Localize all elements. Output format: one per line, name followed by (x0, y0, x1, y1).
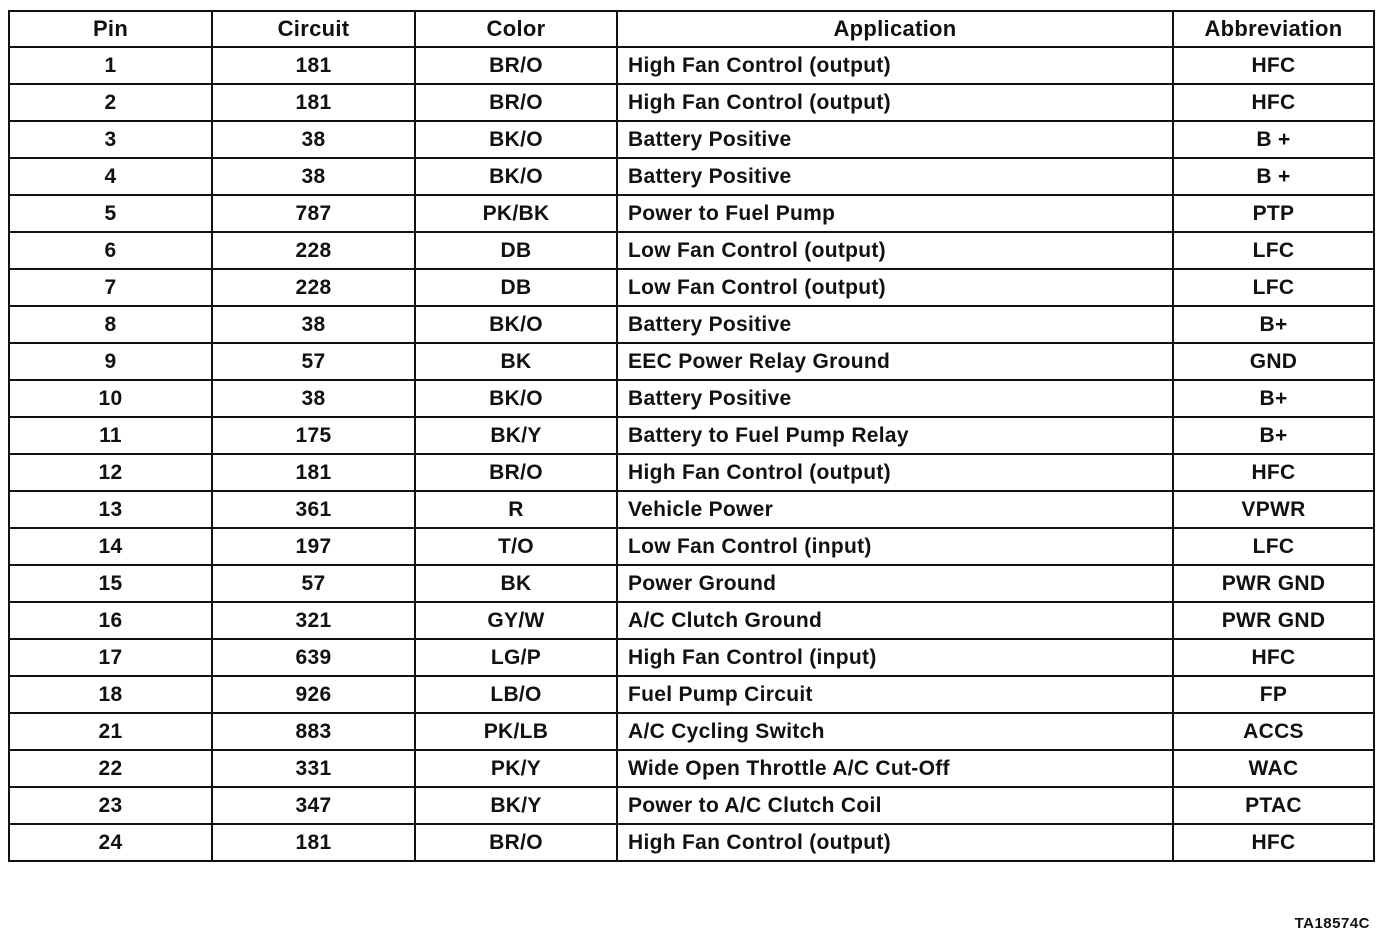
table-row (9, 195, 1374, 232)
cell-application: Battery Positive (617, 380, 1173, 417)
header-pin: Pin (9, 11, 212, 47)
cell-pin: 13 (9, 491, 212, 528)
cell-circuit: 38 (212, 158, 415, 195)
cell-application: EEC Power Relay Ground (617, 343, 1173, 380)
header-color: Color (415, 11, 617, 47)
cell-application: High Fan Control (output) (617, 84, 1173, 121)
cell-color: T/O (415, 528, 617, 565)
cell-application: Battery Positive (617, 121, 1173, 158)
table-row (9, 750, 1374, 787)
header-application: Application (617, 11, 1173, 47)
cell-application: Low Fan Control (output) (617, 232, 1173, 269)
cell-color: BK/Y (415, 787, 617, 824)
cell-circuit: 181 (212, 824, 415, 861)
cell-circuit: 787 (212, 195, 415, 232)
table-row (9, 824, 1374, 861)
cell-color: BK/O (415, 380, 617, 417)
cell-abbreviation: HFC (1173, 84, 1374, 121)
cell-application: Power Ground (617, 565, 1173, 602)
cell-pin: 8 (9, 306, 212, 343)
cell-abbreviation: LFC (1173, 528, 1374, 565)
cell-application: High Fan Control (output) (617, 454, 1173, 491)
cell-abbreviation: LFC (1173, 232, 1374, 269)
table-row (9, 158, 1374, 195)
cell-circuit: 57 (212, 343, 415, 380)
cell-abbreviation: HFC (1173, 824, 1374, 861)
cell-application: Low Fan Control (output) (617, 269, 1173, 306)
cell-color: BR/O (415, 84, 617, 121)
cell-abbreviation: B + (1173, 158, 1374, 195)
cell-abbreviation: B + (1173, 121, 1374, 158)
cell-pin: 22 (9, 750, 212, 787)
header-abbreviation: Abbreviation (1173, 11, 1374, 47)
cell-application: Battery to Fuel Pump Relay (617, 417, 1173, 454)
cell-color: LG/P (415, 639, 617, 676)
cell-color: DB (415, 269, 617, 306)
table-row (9, 565, 1374, 602)
table-row (9, 232, 1374, 269)
table-row (9, 602, 1374, 639)
cell-abbreviation: ACCS (1173, 713, 1374, 750)
cell-circuit: 175 (212, 417, 415, 454)
cell-abbreviation: B+ (1173, 380, 1374, 417)
cell-application: Battery Positive (617, 158, 1173, 195)
cell-color: BR/O (415, 47, 617, 84)
cell-pin: 21 (9, 713, 212, 750)
cell-circuit: 347 (212, 787, 415, 824)
cell-abbreviation: PWR GND (1173, 565, 1374, 602)
cell-circuit: 228 (212, 232, 415, 269)
cell-application: Vehicle Power (617, 491, 1173, 528)
cell-color: PK/LB (415, 713, 617, 750)
cell-circuit: 181 (212, 47, 415, 84)
table-row (9, 491, 1374, 528)
cell-application: Battery Positive (617, 306, 1173, 343)
cell-pin: 6 (9, 232, 212, 269)
cell-abbreviation: LFC (1173, 269, 1374, 306)
cell-color: BK/O (415, 306, 617, 343)
cell-color: LB/O (415, 676, 617, 713)
table-row (9, 343, 1374, 380)
table-row (9, 713, 1374, 750)
cell-pin: 12 (9, 454, 212, 491)
cell-color: GY/W (415, 602, 617, 639)
cell-color: BK (415, 343, 617, 380)
cell-pin: 16 (9, 602, 212, 639)
cell-application: Low Fan Control (input) (617, 528, 1173, 565)
cell-circuit: 181 (212, 84, 415, 121)
cell-pin: 10 (9, 380, 212, 417)
cell-circuit: 361 (212, 491, 415, 528)
cell-application: A/C Cycling Switch (617, 713, 1173, 750)
cell-pin: 3 (9, 121, 212, 158)
table-row (9, 639, 1374, 676)
table-row (9, 84, 1374, 121)
cell-circuit: 197 (212, 528, 415, 565)
cell-abbreviation: WAC (1173, 750, 1374, 787)
table-row (9, 47, 1374, 84)
table-row (9, 787, 1374, 824)
cell-application: High Fan Control (input) (617, 639, 1173, 676)
cell-color: PK/BK (415, 195, 617, 232)
cell-application: Power to A/C Clutch Coil (617, 787, 1173, 824)
cell-circuit: 321 (212, 602, 415, 639)
cell-pin: 7 (9, 269, 212, 306)
cell-abbreviation: GND (1173, 343, 1374, 380)
cell-color: BK/O (415, 121, 617, 158)
cell-pin: 15 (9, 565, 212, 602)
cell-color: BK/O (415, 158, 617, 195)
cell-abbreviation: HFC (1173, 47, 1374, 84)
cell-pin: 11 (9, 417, 212, 454)
table-row (9, 454, 1374, 491)
cell-abbreviation: FP (1173, 676, 1374, 713)
cell-application: Fuel Pump Circuit (617, 676, 1173, 713)
cell-application: High Fan Control (output) (617, 824, 1173, 861)
cell-pin: 24 (9, 824, 212, 861)
cell-color: DB (415, 232, 617, 269)
cell-pin: 5 (9, 195, 212, 232)
table-body (9, 47, 1374, 861)
cell-circuit: 926 (212, 676, 415, 713)
table-row (9, 269, 1374, 306)
cell-pin: 18 (9, 676, 212, 713)
table-row (9, 121, 1374, 158)
cell-circuit: 38 (212, 306, 415, 343)
cell-abbreviation: B+ (1173, 306, 1374, 343)
cell-pin: 9 (9, 343, 212, 380)
cell-application: Power to Fuel Pump (617, 195, 1173, 232)
cell-circuit: 331 (212, 750, 415, 787)
cell-pin: 17 (9, 639, 212, 676)
cell-circuit: 639 (212, 639, 415, 676)
cell-abbreviation: VPWR (1173, 491, 1374, 528)
table-row (9, 676, 1374, 713)
cell-color: PK/Y (415, 750, 617, 787)
cell-color: BK/Y (415, 417, 617, 454)
table-row (9, 380, 1374, 417)
cell-circuit: 57 (212, 565, 415, 602)
cell-color: R (415, 491, 617, 528)
cell-circuit: 883 (212, 713, 415, 750)
figure-id: TA18574C (1294, 915, 1370, 932)
cell-color: BR/O (415, 824, 617, 861)
cell-application: A/C Clutch Ground (617, 602, 1173, 639)
cell-application: Wide Open Throttle A/C Cut-Off (617, 750, 1173, 787)
cell-circuit: 38 (212, 380, 415, 417)
pin-table (8, 10, 1375, 862)
cell-abbreviation: HFC (1173, 639, 1374, 676)
cell-pin: 4 (9, 158, 212, 195)
cell-circuit: 38 (212, 121, 415, 158)
cell-application: High Fan Control (output) (617, 47, 1173, 84)
cell-pin: 1 (9, 47, 212, 84)
cell-circuit: 228 (212, 269, 415, 306)
table-row (9, 528, 1374, 565)
cell-pin: 14 (9, 528, 212, 565)
table-row (9, 417, 1374, 454)
header-row (9, 11, 1374, 47)
cell-pin: 2 (9, 84, 212, 121)
cell-abbreviation: PTAC (1173, 787, 1374, 824)
table-row (9, 306, 1374, 343)
cell-circuit: 181 (212, 454, 415, 491)
cell-abbreviation: B+ (1173, 417, 1374, 454)
cell-color: BR/O (415, 454, 617, 491)
header-circuit: Circuit (212, 11, 415, 47)
cell-abbreviation: HFC (1173, 454, 1374, 491)
cell-abbreviation: PWR GND (1173, 602, 1374, 639)
cell-pin: 23 (9, 787, 212, 824)
cell-color: BK (415, 565, 617, 602)
cell-abbreviation: PTP (1173, 195, 1374, 232)
